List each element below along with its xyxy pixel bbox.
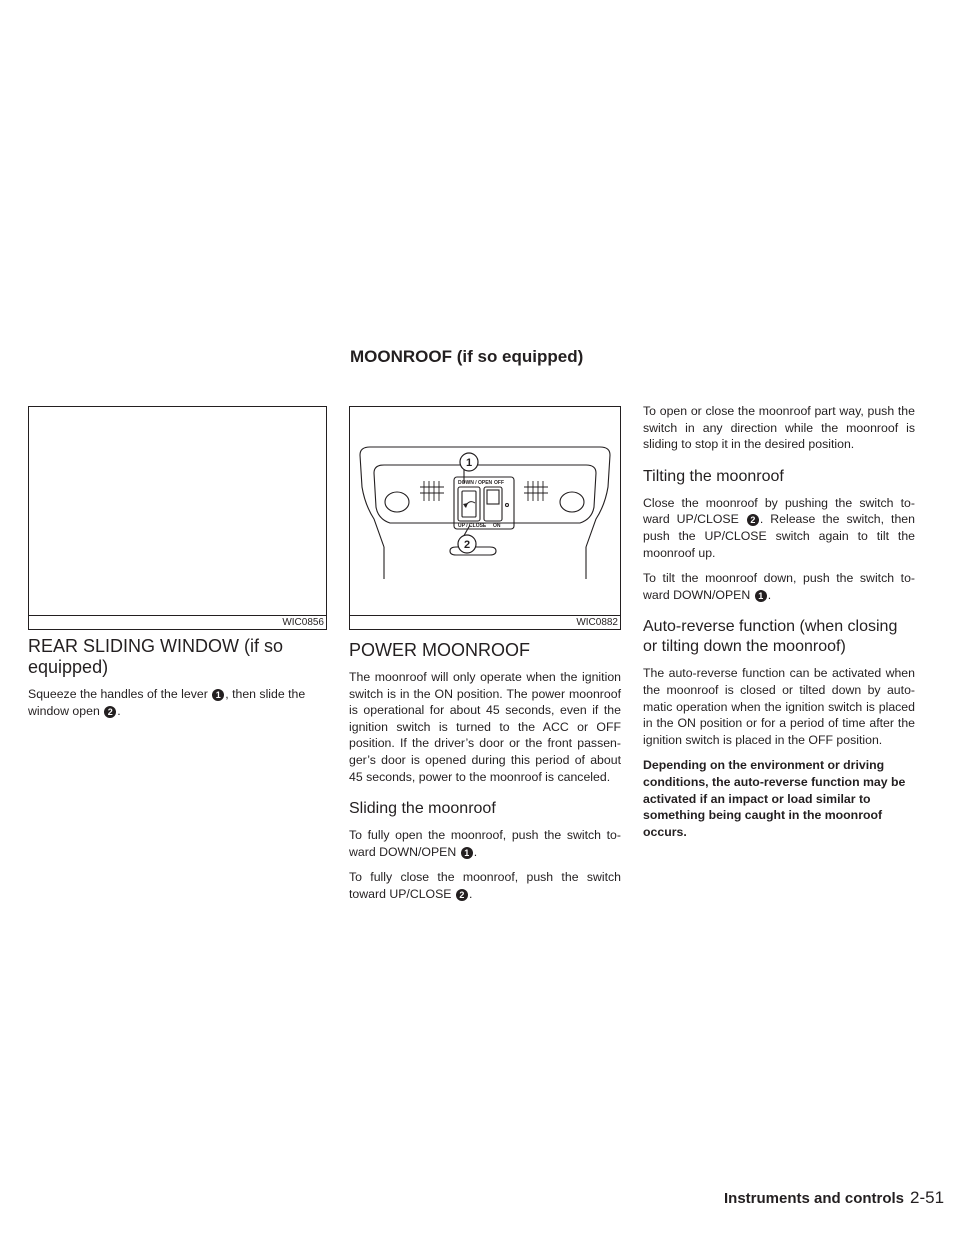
paragraph [349, 827, 621, 860]
heading-rear-sliding-window: REAR SLIDING WINDOW (if so equipped) [28, 636, 284, 677]
label-off: OFF [494, 480, 504, 486]
text: To fully close the moonroof, push the switch toward UP/CLOSE [349, 870, 621, 901]
figure-rear-window [28, 406, 327, 630]
paragraph: To open or close the moonroof part way, push the switch in any direction while the moonroof is sliding to stop it in the desired position. [643, 404, 915, 452]
callout-badge: 2 [104, 706, 116, 718]
callout-1: 1 [465, 457, 473, 469]
text: Close the moonroof by pushing the switch to- ward UP/CLOSE [643, 495, 915, 527]
callout-2: 2 [463, 539, 471, 551]
subheading-tilting: Tilting the moonroof [643, 467, 784, 485]
label-up-close: UP / CLOSE [458, 523, 487, 529]
label-on: ON [493, 523, 501, 529]
figure-moonroof-switch [349, 406, 621, 630]
text: . Release the switch, then push the UP/CLOSE switch again to tilt the moonroof up. [643, 512, 915, 560]
figure-caption-rule [29, 615, 326, 616]
column-1 [28, 636, 328, 728]
text: To fully open the moonroof, push the switch to- ward DOWN/OPEN [349, 828, 621, 859]
callout-badge: 1 [212, 689, 224, 701]
page-footer [724, 1188, 944, 1208]
paragraph: The auto-reverse function can be activated when the moonroof is closed or tilted down by auto- matic operation when the ignition switch is placed in the ON position or for a period of time after the ignition switch is placed in the OFF position. [643, 666, 915, 747]
callout-badge: 1 [461, 847, 473, 859]
text: . [468, 886, 473, 901]
callout-badge: 1 [755, 590, 767, 602]
column-2 [349, 640, 621, 912]
callout-badge: 2 [456, 889, 468, 901]
page-number: 2-51 [910, 1188, 945, 1207]
paragraph: The moonroof will only operate when the ignition switch is in the ON position. The power moonroof is operational for about 45 seconds, even if the ignition switch is turned to the ACC or OFF position. If the driver’s door or the front passen- ger’s door is opened during this period of about 45 seconds, power to the moonroof is canceled. [349, 670, 621, 784]
footer-section-label: Instruments and controls [724, 1190, 905, 1207]
paragraph [28, 686, 328, 719]
heading-power-moonroof: POWER MOONROOF [349, 640, 530, 660]
text: , then slide the window open [28, 687, 306, 718]
callout-badge: 2 [747, 514, 759, 526]
paragraph [643, 495, 915, 561]
section-title: MOONROOF (if so equipped) [350, 347, 584, 366]
subheading-sliding: Sliding the moonroof [349, 800, 496, 818]
figure-code: WIC0856 [282, 617, 324, 628]
paragraph [349, 869, 621, 902]
text: To tilt the moonroof down, push the switch to- ward DOWN/OPEN [643, 571, 915, 602]
text: . [767, 587, 772, 602]
label-down-open: DOWN / OPEN [458, 480, 493, 486]
figure-code: WIC0882 [576, 617, 618, 628]
subheading-auto-reverse: Auto-reverse function (when closing or tilting down the moonroof) [643, 618, 898, 656]
paragraph [643, 570, 915, 603]
figure-caption-rule [350, 615, 620, 616]
column-3 [643, 403, 915, 849]
moonroof-switch-illustration [350, 407, 620, 616]
text: . [473, 844, 478, 859]
paragraph-warning: Depending on the environment or driving conditions, the auto-reverse function may be activated if an impact or load similar to something being caught in the moonroof occurs. [643, 758, 906, 839]
text: Squeeze the handles of the lever [28, 687, 208, 701]
text: . [117, 703, 121, 718]
